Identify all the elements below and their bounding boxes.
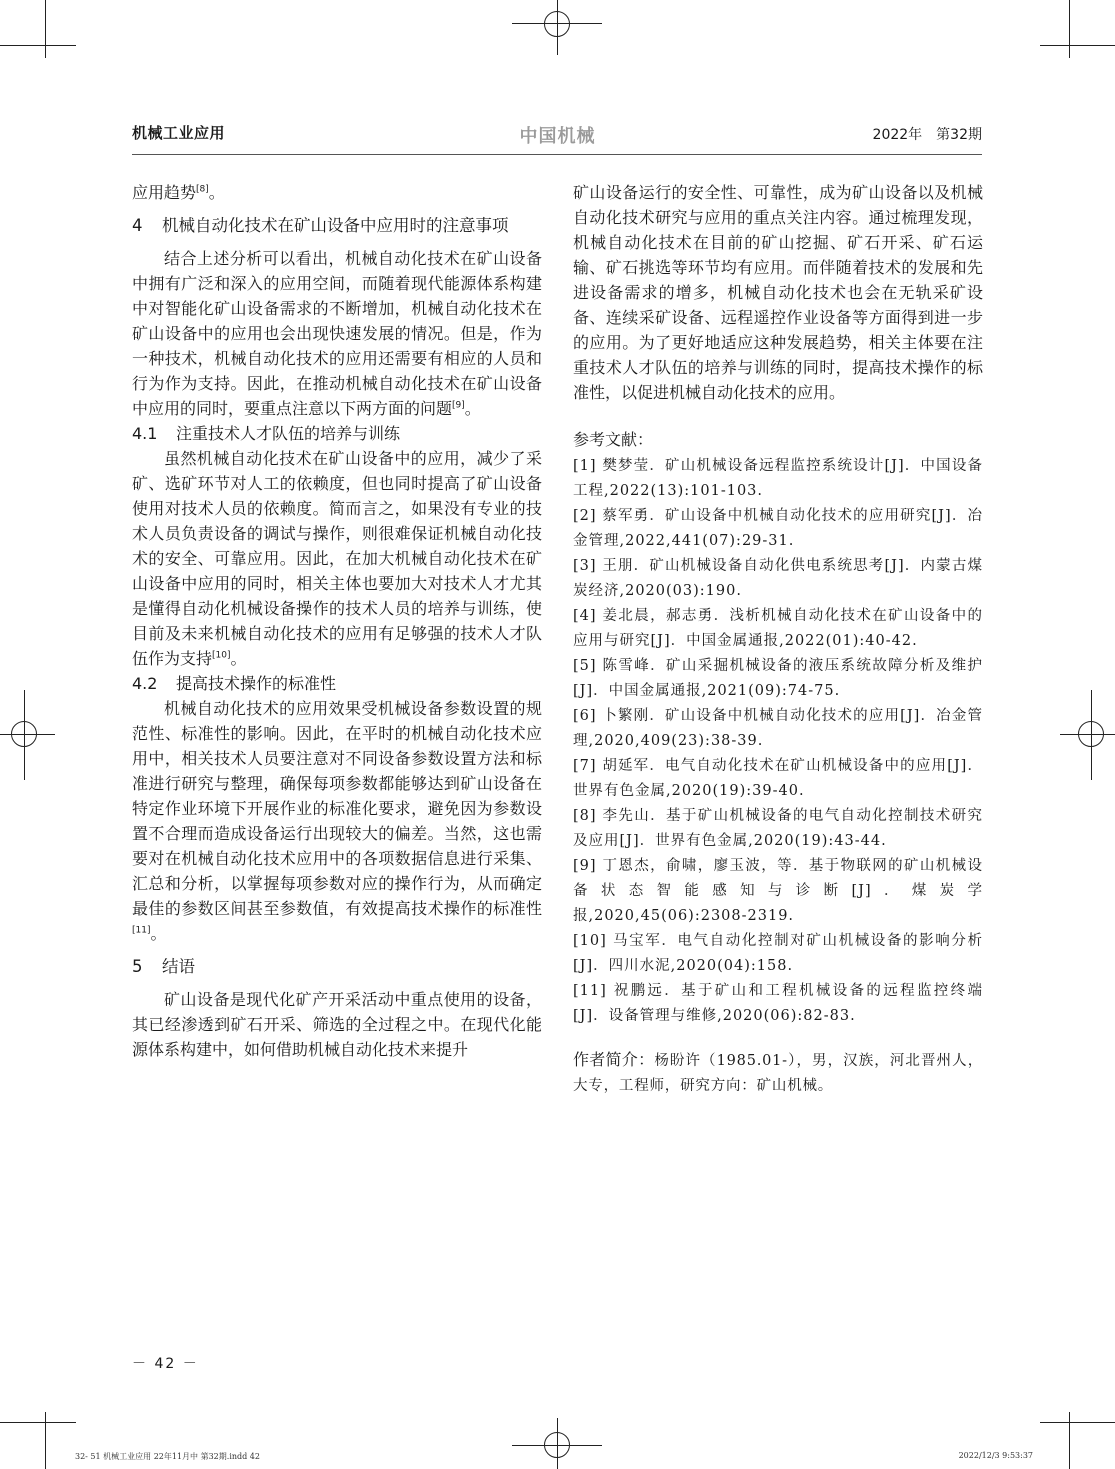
reference-item: [2] 蔡军勇．矿山设备中机械自动化技术的应用研究[J]．冶金管理,2022,441(07):29-31. (573, 508, 983, 549)
reference-item: [10] 马宝军．电气自动化控制对矿山机械设备的影响分析[J]．四川水泥,2020(04):158. (573, 933, 983, 974)
citation: [11] (132, 925, 151, 936)
section-4-1-body: 虽然机械自动化技术在矿山设备中的应用，减少了采矿、选矿环节对人工的依赖度，但也同时提高了矿山设备使用对技术人员的依赖度。简而言之，如果没有专业的技术人员负责设备的调试与操作，则很难保证机械自动化技术的安全、可靠应用。因此，在加大机械自动化技术在矿山设备中应用的同时，相关主体也要加大对技术人才尤其是懂得自动化机械设备操作的技术人员的培养与训练，使目前及未来机械自动化技术的应用有足够强的技术人才队伍作为支持[10]。 (132, 449, 542, 668)
citation: [8] (196, 184, 209, 195)
section-4-2-heading: 4.2 提高技术操作的标准性 (132, 674, 337, 693)
reference-list (573, 454, 983, 1029)
section-4-body: 结合上述分析可以看出，机械自动化技术在矿山设备中拥有广泛和深入的应用空间，而随着现代能源体系构建中对智能化矿山设备需求的不断增加，机械自动化技术在矿山设备中的应用也会出现快速发展的情况。但是，作为一种技术，机械自动化技术的应用还需要有相应的人员和行为作为支持。因此，在推动机械自动化技术在矿山设备中应用的同时，要重点注意以下两方面的问题[9]。 (132, 249, 542, 418)
reference-item: [8] 李先山．基于矿山机械设备的电气自动化控制技术研究及应用[J]．世界有色金属,2020(19):43-44. (573, 808, 983, 849)
journal-name: 中国机械 (519, 126, 596, 147)
page-number: － 42 － (132, 1356, 199, 1372)
section-5-heading: 5 结语 (132, 957, 195, 976)
journal-section-title: 机械工业应用 (132, 124, 226, 142)
right-column (573, 180, 983, 1099)
section-4-1-heading: 4.1 注重技术人才队伍的培养与训练 (132, 424, 401, 443)
author-bio-label: 作者简介： (573, 1050, 655, 1069)
reference-item: [9] 丁恩杰，俞啸，廖玉波，等．基于物联网的矿山机械设备状态智能感知与诊断[J]．煤炭学报,2020,45(06):2308-2319. (573, 858, 983, 924)
reference-item: [6] 卜繁刚．矿山设备中机械自动化技术的应用[J]．冶金管理,2020,409(23):38-39. (573, 708, 983, 749)
issue-info: 2022年 第32期 (872, 127, 982, 143)
left-column (132, 180, 542, 1062)
header-divider (132, 154, 982, 155)
references-heading: 参考文献： (573, 430, 654, 449)
print-slug-filename: 32- 51 机械工业应用 22年11月中 第32期.indd 42 (75, 1452, 260, 1461)
section-4-2-body: 机械自动化技术的应用效果受机械设备参数设置的规范性、标准性的影响。因此，在平时的机械自动化技术应用中，相关技术人员要注意对不同设备参数设置方法和标准进行研究与整理，确保每项参数都能够达到矿山设备在特定作业环境下开展作业的标准化要求，避免因为参数设置不合理而造成设备运行出现较大的偏差。当然，这也需要对在机械自动化技术应用中的各项数据信息进行采集、汇总和分析，以掌握每项参数对应的操作行为，从而确定最佳的参数区间甚至参数值，有效提高技术操作的标准性[11]。 (132, 699, 542, 943)
section-5-body: 矿山设备是现代化矿产开采活动中重点使用的设备，其已经渗透到矿石开采、筛选的全过程之中。在现代化能源体系构建中，如何借助机械自动化技术来提升 (132, 990, 542, 1059)
intro-paragraph: 应用趋势[8]。 (132, 183, 225, 202)
reference-item: [1] 樊梦莹．矿山机械设备远程监控系统设计[J]．中国设备工程,2022(13):101-103. (573, 458, 983, 499)
author-bio-text: 杨盼许（1985.01-），男，汉族，河北晋州人，大专，工程师，研究方向：矿山机械。 (573, 1053, 983, 1094)
print-slug-timestamp: 2022/12/3 9:53:37 (958, 1451, 1033, 1460)
reference-item: [5] 陈雪峰．矿山采掘机械设备的液压系统故障分析及维护[J]．中国金属通报,2021(09):74-75. (573, 658, 983, 699)
author-bio (573, 1047, 983, 1099)
reference-item: [4] 姜北晨，郝志勇．浅析机械自动化技术在矿山设备中的应用与研究[J]．中国金属通报,2022(01):40-42. (573, 608, 983, 649)
section-4-heading: 4 机械自动化技术在矿山设备中应用时的注意事项 (132, 216, 509, 235)
reference-item: [11] 祝鹏远．基于矿山和工程机械设备的远程监控终端[J]．设备管理与维修,2020(06):82-83. (573, 983, 983, 1024)
reference-item: [7] 胡延军．电气自动化技术在矿山机械设备中的应用[J]．世界有色金属,2020(19):39-40. (573, 758, 983, 799)
citation: [10] (212, 650, 231, 661)
reference-item: [3] 王朋．矿山机械设备自动化供电系统思考[J]．内蒙古煤炭经济,2020(03):190. (573, 558, 983, 599)
conclusion-continued: 矿山设备运行的安全性、可靠性，成为矿山设备以及机械自动化技术研究与应用的重点关注内容。通过梳理发现，机械自动化技术在目前的矿山挖掘、矿石开采、矿石运输、矿石挑选等环节均有应用。而伴随着技术的发展和先进设备需求的增多，机械自动化技术也会在无轨采矿设备、连续采矿设备、远程遥控作业设备等方面得到进一步的应用。为了更好地适应这种发展趋势，相关主体要在注重技术人才队伍的培养与训练的同时，提高技术操作的标准性，以促进机械自动化技术的应用。 (573, 183, 983, 402)
citation: [9] (452, 400, 465, 411)
